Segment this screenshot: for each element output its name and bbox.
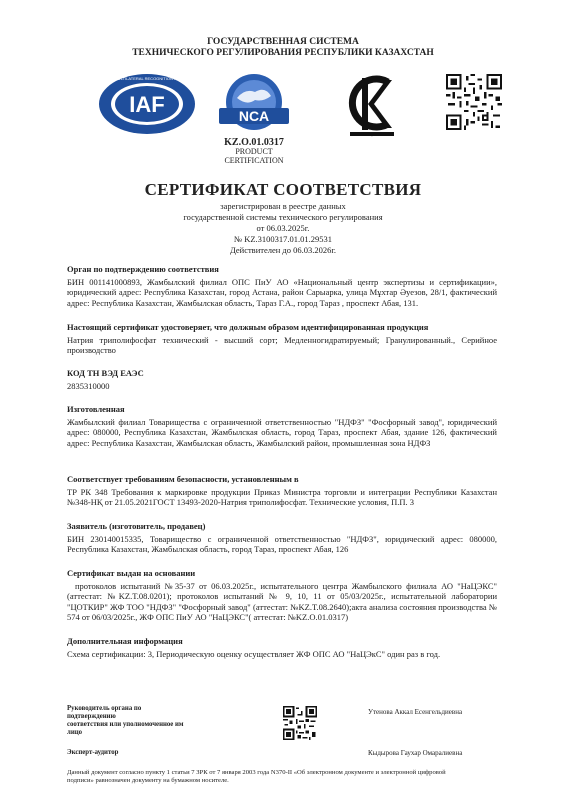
registration-block [0, 201, 566, 256]
registration-line-1: зарегистрирован в реестре данных [220, 201, 346, 211]
section-heading: Дополнительная информация [67, 636, 183, 646]
head-label-line-4: лицо [67, 729, 83, 736]
section-text: Натрия триполифосфат технический - высший сорт; Медленногидратируемый; Гранулированный., Серийное производство [67, 334, 497, 355]
logos-row [0, 70, 566, 170]
head-label-line-2: подтверждению [67, 713, 116, 720]
accreditation-number: KZ.O.01.0317 [224, 137, 284, 148]
kz-conformity-mark [342, 70, 402, 138]
section-heading: КОД ТН ВЭД ЕАЭС [67, 368, 144, 378]
section-basis [67, 568, 497, 623]
section-text: БИН 001141000893, Жамбылский филиал ОПС ПиУ АО «Национальный центр экспертизы и сертификации», юридический адрес: Республика Казахстан, город Астана, район Сарыарка, улица Мұхтар Әуезов, 28/1, фактический адрес: Республика Казахстан, Жамбылская область, Тараз Г.А., город Тараз , проспект Абая, 131. [67, 276, 497, 308]
legal-footer [67, 769, 499, 785]
section-additional-info [67, 636, 497, 659]
footer-line-2: подписи» равнозначен документу на бумажном носителе. [67, 777, 229, 784]
kz-mark-text: KZ [371, 137, 373, 138]
iaf-ring-text: MEMBER OF MULTILATERAL RECOGNITION ARRANGEMENT [89, 76, 205, 81]
section-manufacturer [67, 404, 497, 448]
header [0, 37, 566, 59]
signature-qr-code[interactable] [283, 706, 317, 740]
section-heading: Заявитель (изготовитель, продавец) [67, 521, 206, 531]
section-text: Жамбылский филиал Товарищества с ограниченной ответственностью "НДФЗ" "Фосфорный завод", юридический адрес: 080000, Республика Казахстан, Жамбылская область, город Тараз, проспект Абая, здание 126, фактический адрес: Республика Казахстан, Жамбылская область, Жамбылский район, промышленная зона НДФЗ [67, 416, 497, 448]
accreditation-line-3: CERTIFICATION [224, 156, 284, 165]
expert-auditor-label: Эксперт-аудитор [67, 749, 119, 756]
head-signatory-name: Утенова Аккал Есенгельдиевна [368, 708, 463, 716]
qr-code[interactable] [446, 74, 502, 130]
footer-line-1: Данный документ согласно пункту 1 статьи 7 ЗРК от 7 января 2003 года N370-II «Об электронном документе и электронной цифровой [67, 769, 446, 776]
accreditation-line-2: PRODUCT [235, 147, 273, 156]
section-certification-body [67, 264, 497, 308]
iaf-logo-text: IAF [129, 92, 165, 117]
head-signatory-label [67, 705, 184, 737]
section-text: БИН 230140015335, Товарищество с ограниченной ответственностью "НДФЗ", юридический адрес: 080000, Республика Казахстан, Жамбылская область, город Тараз, проспект Абая, 126 [67, 533, 497, 554]
header-line-1: ГОСУДАРСТВЕННАЯ СИСТЕМА [207, 37, 359, 47]
section-heading: Сертификат выдан на основании [67, 568, 196, 578]
section-heading: Орган по подтверждению соответствия [67, 264, 219, 274]
section-text: 2835310000 [67, 380, 110, 391]
section-heading: Изготовленная [67, 404, 125, 414]
registration-line-2: государственной системы технического регулирования [183, 212, 383, 222]
accreditation-code [205, 138, 303, 165]
document-title: СЕРТИФИКАТ СООТВЕТСТВИЯ [144, 180, 422, 199]
valid-until: Действителен до 06.03.2026г. [229, 245, 337, 255]
head-label-line-1: Руководитель органа по [67, 705, 142, 712]
ncn-logo [205, 72, 303, 136]
iaf-logo [89, 72, 205, 136]
section-text: Схема сертификации: 3, Периодическую оценку осуществляет ЖФ ОПС АО "НаЦЭкС" один раз в год. [67, 648, 441, 659]
section-text: протоколов испытаний №35-37 от 06.03.2025г., испытательного центра Жамбылского филиала АО "НаЦЭКС" (аттестат: №KZ.T.08.0201); протоколов испытаний № 9, 10, 11 от 05/03/2025г., испытательной лаборатории "ЦОТКИР" ЖФ ТОО "НДФЗ" "Фосфорный завод" (аттестат: №KZ.T.08.2640);акта анализа состояния производства № 574 от 06/03/2025г., ЖФ ОПС ПиУ АО "НаЦЭКС"( аттестат: №KZ.O.01.0317) [67, 580, 497, 622]
section-heading: Соответствует требованиям безопасности, установленным в [67, 474, 299, 484]
section-heading: Настоящий сертификат удостоверяет, что должным образом идентифицированная продукция [67, 322, 429, 332]
section-text: ТР РК 348 Требования к маркировке продукции Приказ Министра торговли и интеграции Республики Казахстан №348-НҚ от 21.05.2021ГОСТ 13493-2020-Натрия триполифосфат. Технические условия, П.П. 3 [67, 486, 497, 507]
section-product [67, 322, 497, 356]
registration-number: № KZ.3100317.01.01.29531 [233, 234, 333, 244]
ncn-logo-text: NCA [238, 108, 270, 124]
section-tnved-code [67, 368, 497, 391]
section-applicant [67, 521, 497, 555]
registration-date: от 06.03.2025г. [256, 223, 310, 233]
expert-auditor-name: Кыдырова Гаухар Омаралиевна [368, 749, 463, 757]
head-label-line-3: соответствия или уполномоченное им [67, 721, 184, 728]
section-requirements [67, 474, 497, 508]
header-line-2: ТЕХНИЧЕСКОГО РЕГУЛИРОВАНИЯ РЕСПУБЛИКИ КАЗАХСТАН [132, 48, 434, 58]
